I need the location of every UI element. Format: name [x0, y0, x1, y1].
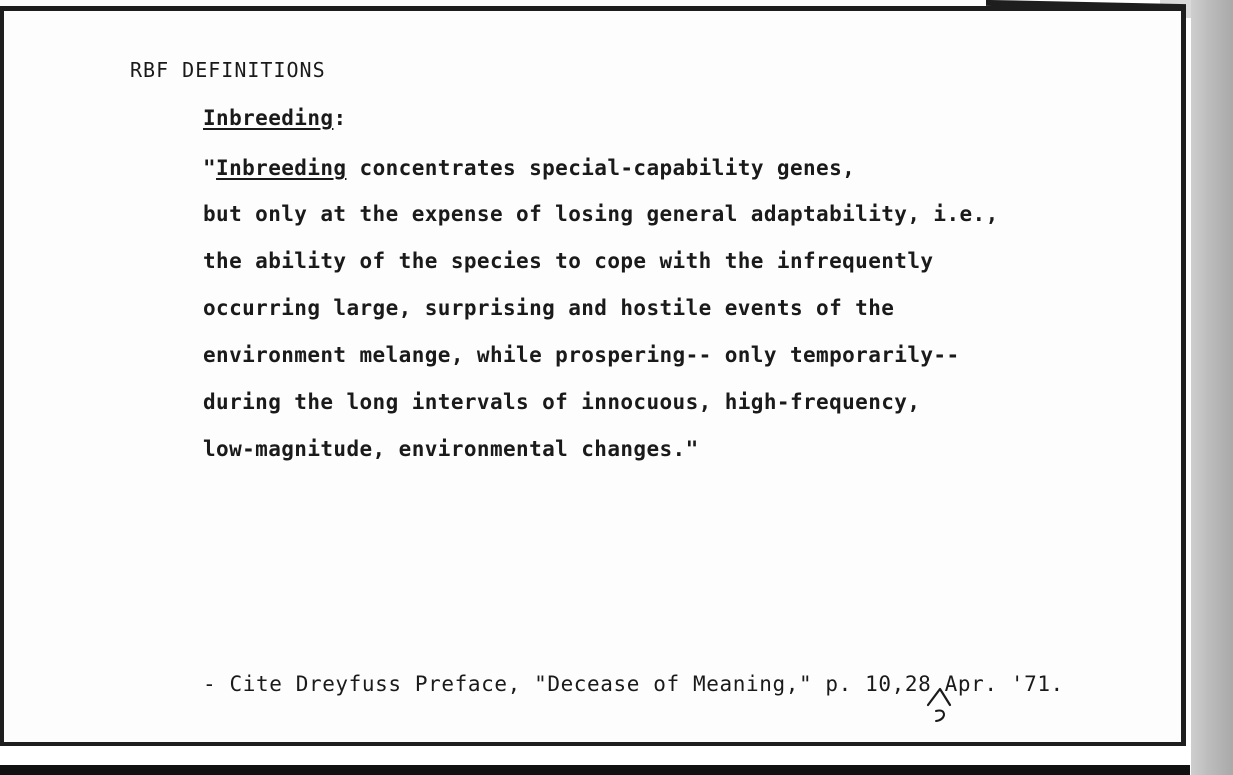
index-card [0, 6, 1186, 746]
definition-line-5: environment melange, while prospering-- only temporarily-- [203, 343, 960, 367]
definition-line-1 [203, 158, 855, 179]
definition-line-3: the ability of the species to cope with the infrequently [203, 249, 934, 273]
definition-line-1-text: concentrates special-capability genes, [346, 156, 856, 180]
definition-line-7: low-magnitude, environmental changes." [203, 437, 699, 461]
definition-line-6: during the long intervals of innocuous, high-frequency, [203, 390, 921, 414]
definition-term [203, 108, 346, 129]
scanner-edge-strip [1191, 0, 1233, 775]
definition-term-colon: : [333, 106, 347, 130]
quote-open: " [203, 156, 217, 180]
quote-term: Inbreeding [216, 156, 347, 180]
definition-term-text: Inbreeding [203, 106, 334, 130]
card-heading: RBF DEFINITIONS [130, 58, 326, 82]
caret-mark-icon [924, 683, 964, 723]
definition-line-4: occurring large, surprising and hostile events of the [203, 296, 895, 320]
card-bottom-edge [0, 765, 1190, 775]
definition-line-2: but only at the expense of losing general adaptability, i.e., [203, 202, 999, 226]
citation: - Cite Dreyfuss Preface, "Decease of Meaning," p. 10,28 Apr. '71. [203, 672, 1064, 696]
